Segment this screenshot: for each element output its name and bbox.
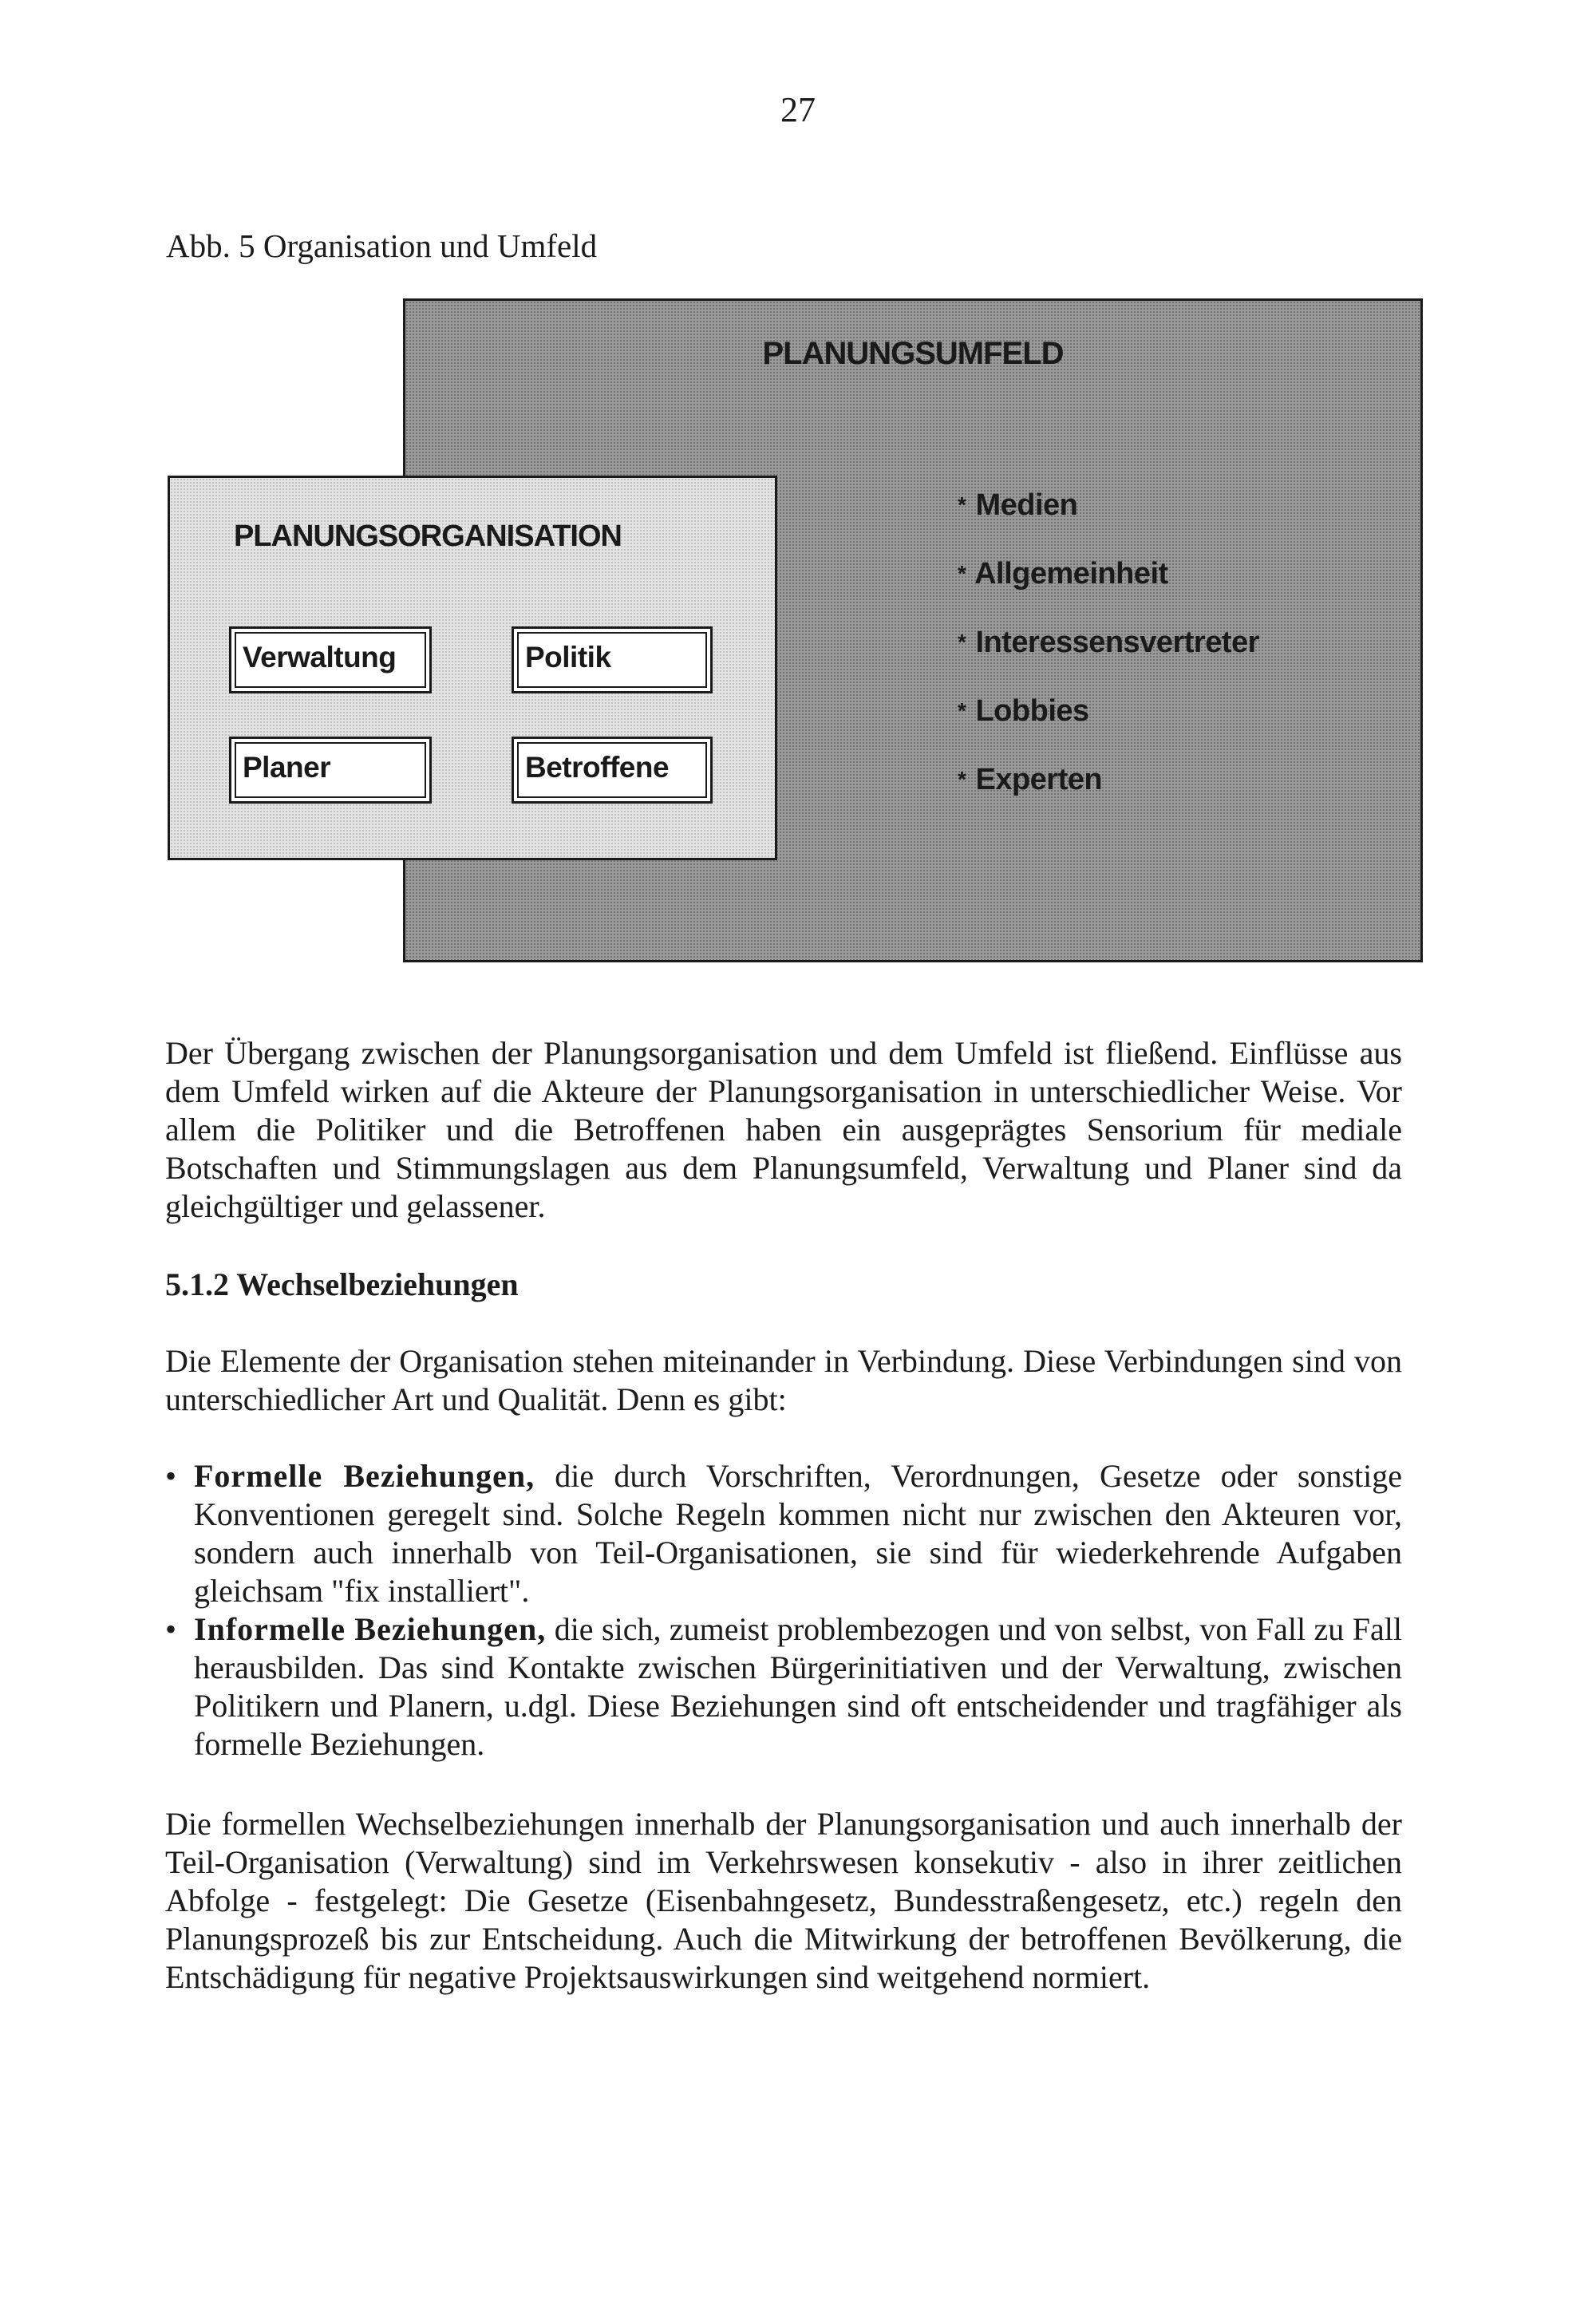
actor-planer: Planer: [229, 737, 432, 804]
umfeld-item: * Interessensvertreter: [958, 626, 1259, 659]
bullet-icon: •: [165, 1611, 177, 1647]
umfeld-list: [958, 481, 1259, 824]
asterisk-icon: *: [958, 561, 966, 586]
bullet-icon: •: [165, 1458, 177, 1494]
paragraph-formelle: Die formellen Wechselbeziehungen innerhalb der Planungsorganisation und auch innerhalb der Teil-Organisation (Verwaltung) sind im Verkehrswesen konsekutiv - also in ihrer zeitlichen Abfolge - festgelegt: Die Gesetze (Eisenbahngesetz, Bundesstraßengesetz, etc.) regeln den Planungsprozeß bis zur Entscheidung. Auch die Mitwirkung der betroffenen Bevölkerung, die Entschädigung für negative Projektsauswirkungen sind weitgehend normiert.: [165, 1806, 1402, 1995]
paragraph-elemente: Die Elemente der Organisation stehen miteinander in Verbindung. Diese Verbindungen sind von unterschiedlicher Art und Qualität. Denn es gibt:: [165, 1343, 1402, 1417]
umfeld-item: * Allgemeinheit: [958, 557, 1168, 591]
asterisk-icon: *: [958, 767, 966, 792]
asterisk-icon: *: [958, 698, 966, 723]
asterisk-icon: *: [958, 492, 966, 517]
section-heading: 5.1.2 Wechselbeziehungen: [165, 1266, 519, 1302]
figure-caption: Abb. 5 Organisation und Umfeld: [166, 227, 598, 264]
list-item: • Informelle Beziehungen, die sich, zumeist problembezogen und von selbst, von Fall zu Fall herausbilden. Das sind Kontakte zwischen Bürgerinitiativen und der Verwaltung, zwischen Politikern und Planern, u.dgl. Diese Beziehungen sind oft entscheidender und tragfähiger als formelle Beziehungen.: [165, 1611, 1403, 1762]
actor-betroffene: Betroffene: [512, 737, 713, 804]
umfeld-item: * Lobbies: [958, 694, 1089, 728]
page-number: 27: [780, 90, 816, 129]
paragraph-uebergang: Der Übergang zwischen der Planungsorganisation und dem Umfeld ist fließend. Einflüsse aus dem Umfeld wirken auf die Akteure der Planungsorganisation in unterschiedlicher Weise. Vor allem die Politiker und die Betroffenen haben ein ausgeprägtes Sensorium für mediale Botschaften und Stimmungslagen aus dem Planungsumfeld, Verwaltung und Planer sind da gleichgültiger und gelassener.: [165, 1035, 1402, 1224]
umfeld-item: * Medien: [958, 488, 1078, 522]
relationship-list: [165, 1457, 1402, 1764]
list-item: • Formelle Beziehungen, die durch Vorschriften, Verordnungen, Gesetze oder sonstige Konventionen geregelt sind. Solche Regeln kommen nicht nur zwischen den Akteuren vor, sondern auch innerhalb von Teil-Organisationen, sie sind für wiederkehrende Aufgaben gleichsam "fix installiert".: [165, 1458, 1402, 1609]
umfeld-item: * Experten: [958, 763, 1103, 796]
planungsorganisation-title: PLANUNGSORGANISATION: [234, 519, 622, 553]
planungsumfeld-title: PLANUNGSUMFELD: [762, 336, 1064, 371]
actor-politik: Politik: [512, 626, 713, 693]
asterisk-icon: *: [958, 630, 966, 654]
actor-verwaltung: Verwaltung: [229, 626, 432, 693]
planungsorganisation-box: [168, 476, 777, 860]
